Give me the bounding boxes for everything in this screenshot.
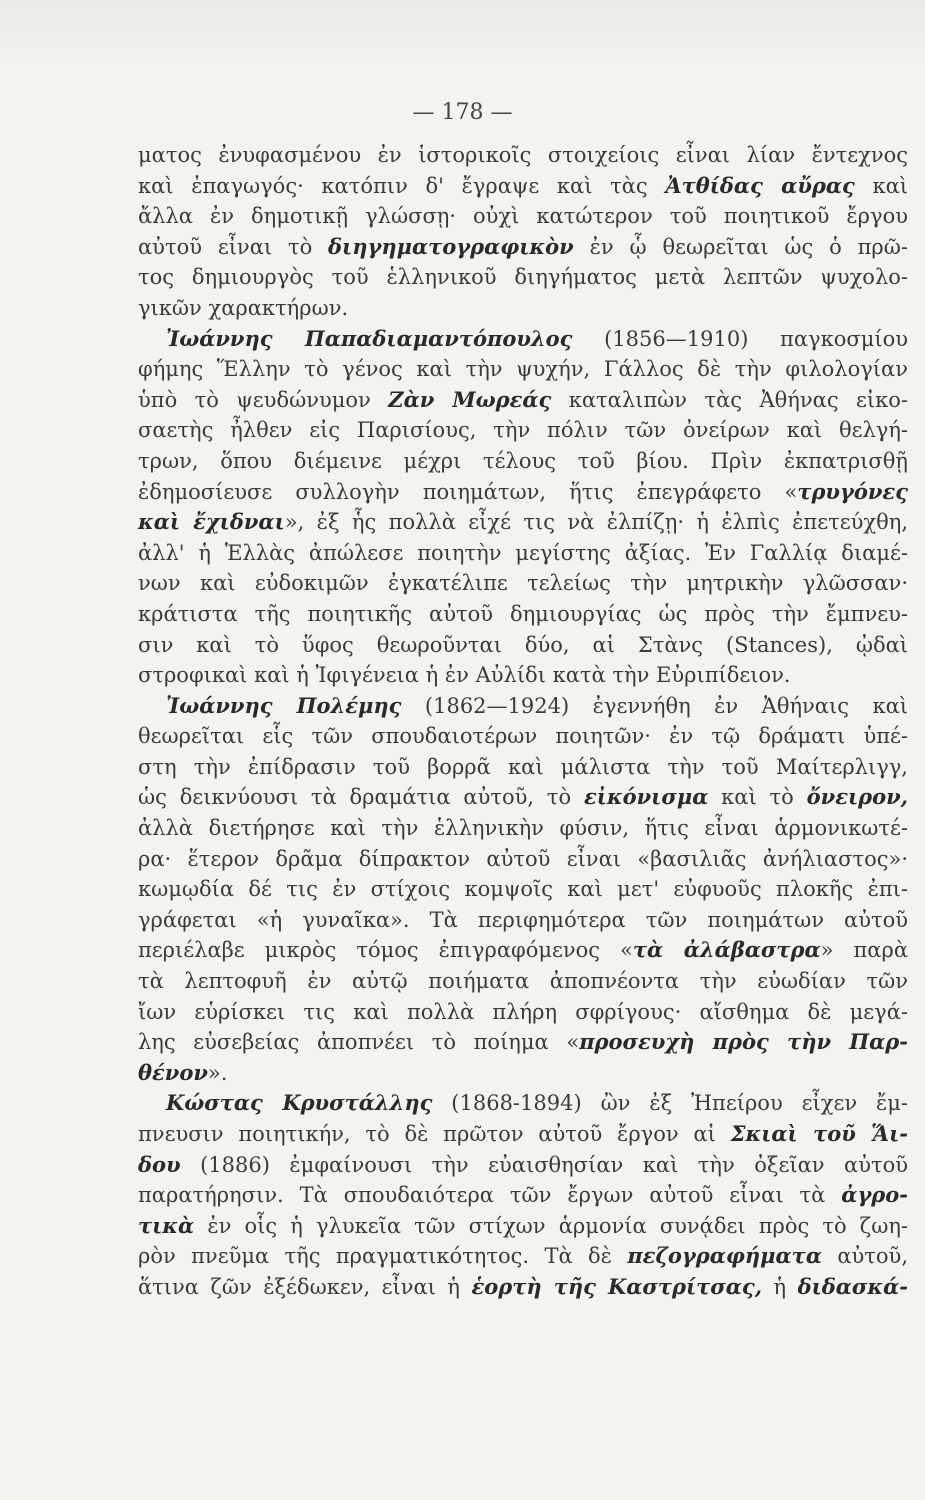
text-line — [138, 599, 908, 630]
text-segment: (1862—1924) ἐγεννήθη ἐν Ἀθήναις καὶ — [401, 693, 908, 718]
text-segment: ἐν ᾧ θεωρεῖται ὡς ὁ πρῶ- — [573, 234, 908, 259]
text-line — [138, 385, 908, 416]
text-line — [138, 660, 908, 691]
emphasized-text: δου — [138, 1151, 181, 1177]
text-line — [138, 1119, 908, 1150]
text-segment: γράφεται «ἡ γυναῖκα». Τὰ περιφημότερα τῶν ποιημάτων αὐτοῦ — [138, 907, 908, 932]
text-segment: φήμης Ἕλλην τὸ γένος καὶ τὴν ψυχήν, Γάλλος δὲ τὴν φιλολογίαν — [138, 357, 908, 382]
emphasized-text: θένον — [138, 1059, 208, 1085]
text-segment: ἴων εὑρίσκει τις καὶ πολλὰ πλήρη σφρίγους· αἴσθημα δὲ μεγά- — [138, 999, 908, 1024]
emphasized-text: ἀγρο- — [841, 1182, 908, 1208]
emphasized-text: καὶ ἔχιδναι — [138, 509, 285, 535]
emphasized-text: Σκιαὶ τοῦ Ἅι- — [730, 1121, 908, 1146]
text-line — [138, 171, 908, 202]
text-segment: αὐτοῦ εἶναι τὸ — [138, 234, 329, 259]
text-segment: » παρὰ — [820, 938, 908, 963]
text-line — [138, 844, 908, 875]
text-segment: σιν καὶ τὸ ὕφος θεωροῦνται δύο, αἱ Στὰνς (Stances), ᾠδαὶ — [138, 632, 908, 657]
text-segment: κράτιστα τῆς ποιητικῆς αὐτοῦ δημιουργίας ὡς πρὸς τὴν ἔμπνευ- — [138, 601, 908, 626]
text-segment: πνευσιν ποιητικήν, τὸ δὲ πρῶτον αὐτοῦ ἔργον αἱ — [138, 1122, 731, 1146]
emphasized-text: εἰκόνισμα — [583, 784, 709, 810]
text-segment: λης εὐσεβείας ἀποπνέει τὸ ποίημα « — [138, 1030, 580, 1055]
text-line — [138, 752, 908, 783]
text-segment: θεωρεῖται εἷς τῶν σπουδαιοτέρων ποιητῶν· ἐν τῷ δράματι ὑπέ- — [138, 724, 908, 749]
text-line — [138, 1150, 908, 1181]
text-line — [138, 1088, 908, 1119]
text-line — [138, 201, 908, 232]
emphasized-text: Ἰωάννης Παπαδιαμαντόπουλος — [166, 325, 573, 351]
text-segment: ». — [207, 1060, 228, 1085]
text-line — [138, 354, 908, 385]
emphasized-text: ὄνειρον, — [806, 784, 908, 810]
text-line — [138, 1180, 908, 1211]
text-segment: τὰ λεπτοφυῆ ἐν αὐτῷ ποιήματα ἀποπνέοντα τὴν εὐωδίαν τῶν — [138, 969, 908, 994]
text-segment: ρὸν πνεῦμα τῆς πραγματικότητος. Τὰ δὲ — [138, 1244, 628, 1269]
text-segment: ὑπὸ τὸ ψευδώνυμον — [138, 387, 389, 412]
text-segment: (1886) ἐμφαίνουσι τὴν εὐαισθησίαν καὶ τὴν ὀξεῖαν αὐτοῦ — [180, 1152, 908, 1177]
text-segment: ματος ἐνυφασμένου ἐν ἱστορικοῖς στοιχείοις εἶναι λίαν ἔντεχνος — [138, 143, 908, 167]
text-segment: περιέλαβε μικρὸς τόμος ἐπιγραφόμενος « — [138, 938, 633, 963]
text-segment: ὡς δεικνύουσι τὰ δραμάτια αὐτοῦ, τὸ — [138, 785, 584, 810]
emphasized-text: τικὰ — [138, 1212, 195, 1238]
page-number: — 178 — — [412, 100, 513, 125]
text-segment: ἡ — [762, 1274, 798, 1299]
text-line — [138, 721, 908, 752]
text-line — [138, 997, 908, 1028]
text-segment: (1868-1894) ὢν ἐξ Ἠπείρου εἶχεν ἔμ- — [432, 1091, 908, 1116]
text-segment: », ἐξ ἧς πολλὰ εἶχέ τις νὰ ἐλπίζῃ· ἡ ἐλπὶς ἐπετεύχθη, — [284, 510, 909, 535]
text-line — [138, 324, 908, 355]
text-line — [138, 140, 908, 171]
emphasized-text: τὰ ἀλάβαστρα — [632, 937, 821, 963]
text-line — [138, 232, 908, 263]
text-segment: καταλιπὼν τὰς Ἀθήνας εἰκο- — [551, 387, 908, 412]
emphasized-text: Ἰωάννης Πολέμης — [166, 692, 402, 718]
text-line — [138, 538, 908, 569]
text-line — [138, 415, 908, 446]
text-segment: ἀλλ' ἡ Ἑλλὰς ἀπώλεσε ποιητὴν μεγίστης ἀξίας. Ἐν Γαλλίᾳ διαμέ- — [138, 540, 908, 565]
text-line — [138, 1241, 908, 1272]
text-segment: στροφικαὶ καὶ ἡ Ἰφιγένεια ἡ ἐν Αὐλίδι κατὰ τὴν Εὐριπίδειον. — [138, 663, 791, 688]
text-line — [138, 630, 908, 661]
text-line — [138, 477, 908, 508]
text-segment: καὶ ἐπαγωγός· κατόπιν δ' ἔγραψε καὶ τὰς — [138, 173, 666, 198]
text-segment: καὶ τὸ — [708, 785, 807, 810]
emphasized-text: Κώστας Κρυστάλλης — [166, 1090, 433, 1116]
text-segment: ρα· ἕτερον δρᾶμα δίπρακτον αὐτοῦ εἶναι «βασιλιᾶς ἀνήλιαστος»· — [138, 846, 908, 871]
emphasized-text: πεζογραφήματα — [627, 1243, 822, 1269]
text-line — [138, 905, 908, 936]
text-line — [138, 874, 908, 905]
text-line — [138, 1211, 908, 1242]
text-line — [138, 446, 908, 477]
text-segment: ἐν οἷς ἡ γλυκεῖα τῶν στίχων ἁρμονία συνᾴδει πρὸς τὸ ζωη- — [194, 1213, 908, 1238]
text-segment: καὶ — [854, 173, 909, 198]
emphasized-text: Ζὰν Μωρεάς — [388, 386, 552, 412]
page-top-shadow — [0, 0, 925, 60]
emphasized-text: ἑορτὴ τῆς Καστρίτσας, — [471, 1273, 763, 1299]
text-line — [138, 782, 908, 813]
emphasized-text: τρυγόνες — [797, 478, 908, 504]
text-segment: γικῶν χαρακτήρων. — [138, 295, 349, 320]
text-segment: στη τὴν ἐπίδρασιν τοῦ βορρᾶ καὶ μάλιστα τὴν τοῦ Μαίτερλιγγ, — [138, 754, 908, 779]
text-segment: νων καὶ εὐδοκιμῶν ἐγκατέλιπε τελείως τὴν μητρικὴν γλῶσσαν· — [138, 571, 908, 596]
emphasized-text: προσευχὴ πρὸς τὴν Παρ- — [579, 1029, 908, 1055]
emphasized-text: διηγηματογραφικὸν — [328, 233, 574, 259]
emphasized-text: Ἀτθίδας αὔρας — [665, 172, 855, 198]
text-segment: τος δημιουργὸς τοῦ ἑλληνικοῦ διηγήματος μετὰ λεπτῶν ψυχολο- — [138, 265, 908, 290]
text-line — [138, 935, 908, 966]
text-segment: ἄλλα ἐν δημοτικῇ γλώσσῃ· οὐχὶ κατώτερον τοῦ ποιητικοῦ ἔργου — [138, 204, 908, 229]
text-segment: κωμῳδία δέ τις ἐν στίχοις κομψοῖς καὶ μετ' εὐφυοῦς πλοκῆς ἐπι- — [138, 877, 908, 902]
text-line — [138, 1058, 908, 1089]
text-line — [138, 1027, 908, 1058]
text-segment: ἅτινα ζῶν ἐξέδωκεν, εἶναι ἡ — [138, 1274, 472, 1299]
text-line — [138, 262, 908, 293]
text-segment: παρατήρησιν. Τὰ σπουδαιότερα τῶν ἔργων αὐτοῦ εἶναι τὰ — [138, 1183, 842, 1208]
text-segment: σαετὴς ἦλθεν εἰς Παρισίους, τὴν πόλιν τῶν ὀνείρων καὶ θελγή- — [138, 418, 908, 443]
text-line — [138, 966, 908, 997]
text-line — [138, 1272, 908, 1303]
text-line — [138, 293, 908, 324]
text-segment: αὐτοῦ, — [821, 1244, 909, 1269]
text-segment: τρων, ὅπου διέμεινε μέχρι τέλους τοῦ βίου. Πρὶν ἐκπατρισθῇ — [138, 448, 908, 473]
emphasized-text: διδασκά- — [797, 1273, 909, 1299]
text-line — [138, 507, 908, 538]
text-line — [138, 568, 908, 599]
text-line — [138, 813, 908, 844]
text-segment: ἀλλὰ διετήρησε καὶ τὴν ἑλληνικὴν φύσιν, ἥτις εἶναι ἁρμονικωτέ- — [138, 816, 908, 841]
text-segment: ἐδημοσίευσε συλλογὴν ποιημάτων, ἥτις ἐπεγράφετο « — [138, 479, 798, 504]
text-line — [138, 691, 908, 722]
body-text — [138, 140, 908, 1303]
text-segment: (1856—1910) παγκοσμίου — [572, 326, 908, 351]
